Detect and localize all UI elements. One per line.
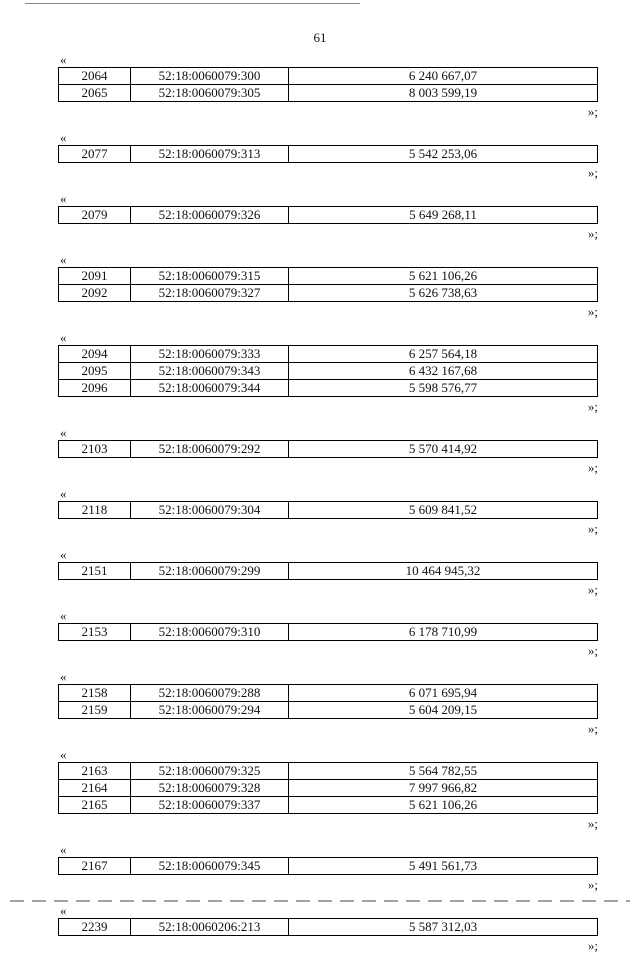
row-number-cell: 2118 [59,502,131,519]
cadastral-number-cell: 52:18:0060079:333 [131,346,289,363]
table-row [59,441,598,458]
table-row [59,797,598,814]
row-number-cell: 2064 [59,68,131,85]
table-row [59,702,598,719]
cadastral-number-cell: 52:18:0060079:337 [131,797,289,814]
cadastral-number-cell: 52:18:0060079:345 [131,858,289,875]
cadastral-value-cell: 6 432 167,68 [289,363,598,380]
table-row [59,207,598,224]
opening-quote-mark: « [60,669,67,684]
row-number-cell: 2091 [59,268,131,285]
cadastral-number-cell: 52:18:0060079:304 [131,502,289,519]
cadastral-value-cell: 5 621 106,26 [289,268,598,285]
cadastral-value-cell: 8 003 599,19 [289,85,598,102]
table-row [59,380,598,397]
group-spacer [58,415,598,426]
scan-top-rule [25,3,360,4]
group-spacer [58,659,598,670]
cadastral-number-cell: 52:18:0060079:294 [131,702,289,719]
closing-quote-mark: »; [587,304,598,319]
registry-entry-group [58,609,598,659]
document-body [58,53,598,954]
registry-entry-group [58,487,598,537]
opening-quote-mark: « [60,547,67,562]
table-row [59,68,598,85]
closing-quote-mark: »; [587,877,598,892]
opening-quote-mark: « [60,130,67,145]
opening-quote-mark: « [60,842,67,857]
row-number-cell: 2079 [59,207,131,224]
group-spacer [58,476,598,487]
cadastral-value-cell: 7 997 966,82 [289,780,598,797]
group-spacer [58,181,598,192]
registry-table [58,762,598,814]
cadastral-number-cell: 52:18:0060079:299 [131,563,289,580]
cadastral-number-cell: 52:18:0060079:313 [131,146,289,163]
registry-entry-group [58,53,598,120]
closing-quote-mark: »; [587,165,598,180]
cadastral-value-cell: 5 609 841,52 [289,502,598,519]
cadastral-number-cell: 52:18:0060079:305 [131,85,289,102]
registry-table [58,267,598,302]
row-number-cell: 2065 [59,85,131,102]
closing-quote-mark: »; [587,721,598,736]
row-number-cell: 2239 [59,919,131,936]
table-row [59,763,598,780]
cadastral-value-cell: 5 570 414,92 [289,441,598,458]
registry-table [58,206,598,224]
opening-quote-mark: « [60,608,67,623]
row-number-cell: 2151 [59,563,131,580]
closing-quote-mark: »; [587,582,598,597]
registry-table [58,623,598,641]
registry-table [58,67,598,102]
opening-quote-mark: « [60,330,67,345]
table-row [59,502,598,519]
opening-quote-mark: « [60,747,67,762]
cadastral-value-cell: 5 604 209,15 [289,702,598,719]
group-spacer [58,320,598,331]
row-number-cell: 2163 [59,763,131,780]
table-row [59,919,598,936]
group-spacer [58,893,598,904]
table-row [59,268,598,285]
cadastral-value-cell: 6 257 564,18 [289,346,598,363]
table-row [59,685,598,702]
registry-table [58,145,598,163]
table-row [59,563,598,580]
cadastral-value-cell: 5 649 268,11 [289,207,598,224]
cadastral-number-cell: 52:18:0060079:325 [131,763,289,780]
registry-entry-group [58,253,598,320]
opening-quote-mark: « [60,486,67,501]
cadastral-number-cell: 52:18:0060079:326 [131,207,289,224]
opening-quote-mark: « [60,903,67,918]
closing-quote-mark: »; [587,460,598,475]
cadastral-value-cell: 10 464 945,32 [289,563,598,580]
cadastral-value-cell: 5 621 106,26 [289,797,598,814]
table-row [59,346,598,363]
registry-entry-group [58,331,598,415]
cadastral-number-cell: 52:18:0060079:288 [131,685,289,702]
row-number-cell: 2092 [59,285,131,302]
registry-table [58,440,598,458]
group-spacer [58,120,598,131]
group-spacer [58,537,598,548]
cadastral-value-cell: 5 564 782,55 [289,763,598,780]
registry-entry-group [58,192,598,242]
cadastral-value-cell: 6 071 695,94 [289,685,598,702]
group-spacer [58,737,598,748]
closing-quote-mark: »; [587,938,598,953]
closing-quote-mark: »; [587,643,598,658]
page-number: 61 [313,30,327,45]
row-number-cell: 2103 [59,441,131,458]
opening-quote-mark: « [60,191,67,206]
closing-quote-mark: »; [587,226,598,241]
closing-quote-mark: »; [587,399,598,414]
cadastral-value-cell: 5 542 253,06 [289,146,598,163]
registry-table [58,345,598,397]
table-row [59,85,598,102]
registry-entry-group [58,843,598,893]
table-row [59,146,598,163]
cadastral-number-cell: 52:18:0060079:343 [131,363,289,380]
table-row [59,363,598,380]
scan-bottom-rule [10,900,630,902]
row-number-cell: 2164 [59,780,131,797]
registry-entry-group [58,548,598,598]
registry-table [58,501,598,519]
cadastral-value-cell: 5 587 312,03 [289,919,598,936]
registry-table [58,562,598,580]
cadastral-number-cell: 52:18:0060206:213 [131,919,289,936]
group-spacer [58,242,598,253]
group-spacer [58,832,598,843]
row-number-cell: 2159 [59,702,131,719]
closing-quote-mark: »; [587,521,598,536]
opening-quote-mark: « [60,52,67,67]
cadastral-value-cell: 6 240 667,07 [289,68,598,85]
cadastral-number-cell: 52:18:0060079:310 [131,624,289,641]
cadastral-number-cell: 52:18:0060079:327 [131,285,289,302]
registry-entry-group [58,426,598,476]
row-number-cell: 2077 [59,146,131,163]
row-number-cell: 2158 [59,685,131,702]
cadastral-number-cell: 52:18:0060079:300 [131,68,289,85]
table-row [59,285,598,302]
cadastral-value-cell: 6 178 710,99 [289,624,598,641]
cadastral-value-cell: 5 626 738,63 [289,285,598,302]
closing-quote-mark: »; [587,104,598,119]
row-number-cell: 2153 [59,624,131,641]
registry-entry-group [58,670,598,737]
cadastral-number-cell: 52:18:0060079:292 [131,441,289,458]
table-row [59,858,598,875]
table-row [59,624,598,641]
group-spacer [58,598,598,609]
opening-quote-mark: « [60,252,67,267]
cadastral-number-cell: 52:18:0060079:344 [131,380,289,397]
cadastral-number-cell: 52:18:0060079:328 [131,780,289,797]
table-row [59,780,598,797]
row-number-cell: 2094 [59,346,131,363]
registry-entry-group [58,748,598,832]
row-number-cell: 2165 [59,797,131,814]
registry-table [58,857,598,875]
registry-entry-group [58,904,598,954]
row-number-cell: 2167 [59,858,131,875]
registry-table [58,918,598,936]
cadastral-number-cell: 52:18:0060079:315 [131,268,289,285]
cadastral-value-cell: 5 598 576,77 [289,380,598,397]
row-number-cell: 2096 [59,380,131,397]
opening-quote-mark: « [60,425,67,440]
registry-table [58,684,598,719]
row-number-cell: 2095 [59,363,131,380]
cadastral-value-cell: 5 491 561,73 [289,858,598,875]
registry-entry-group [58,131,598,181]
closing-quote-mark: »; [587,816,598,831]
